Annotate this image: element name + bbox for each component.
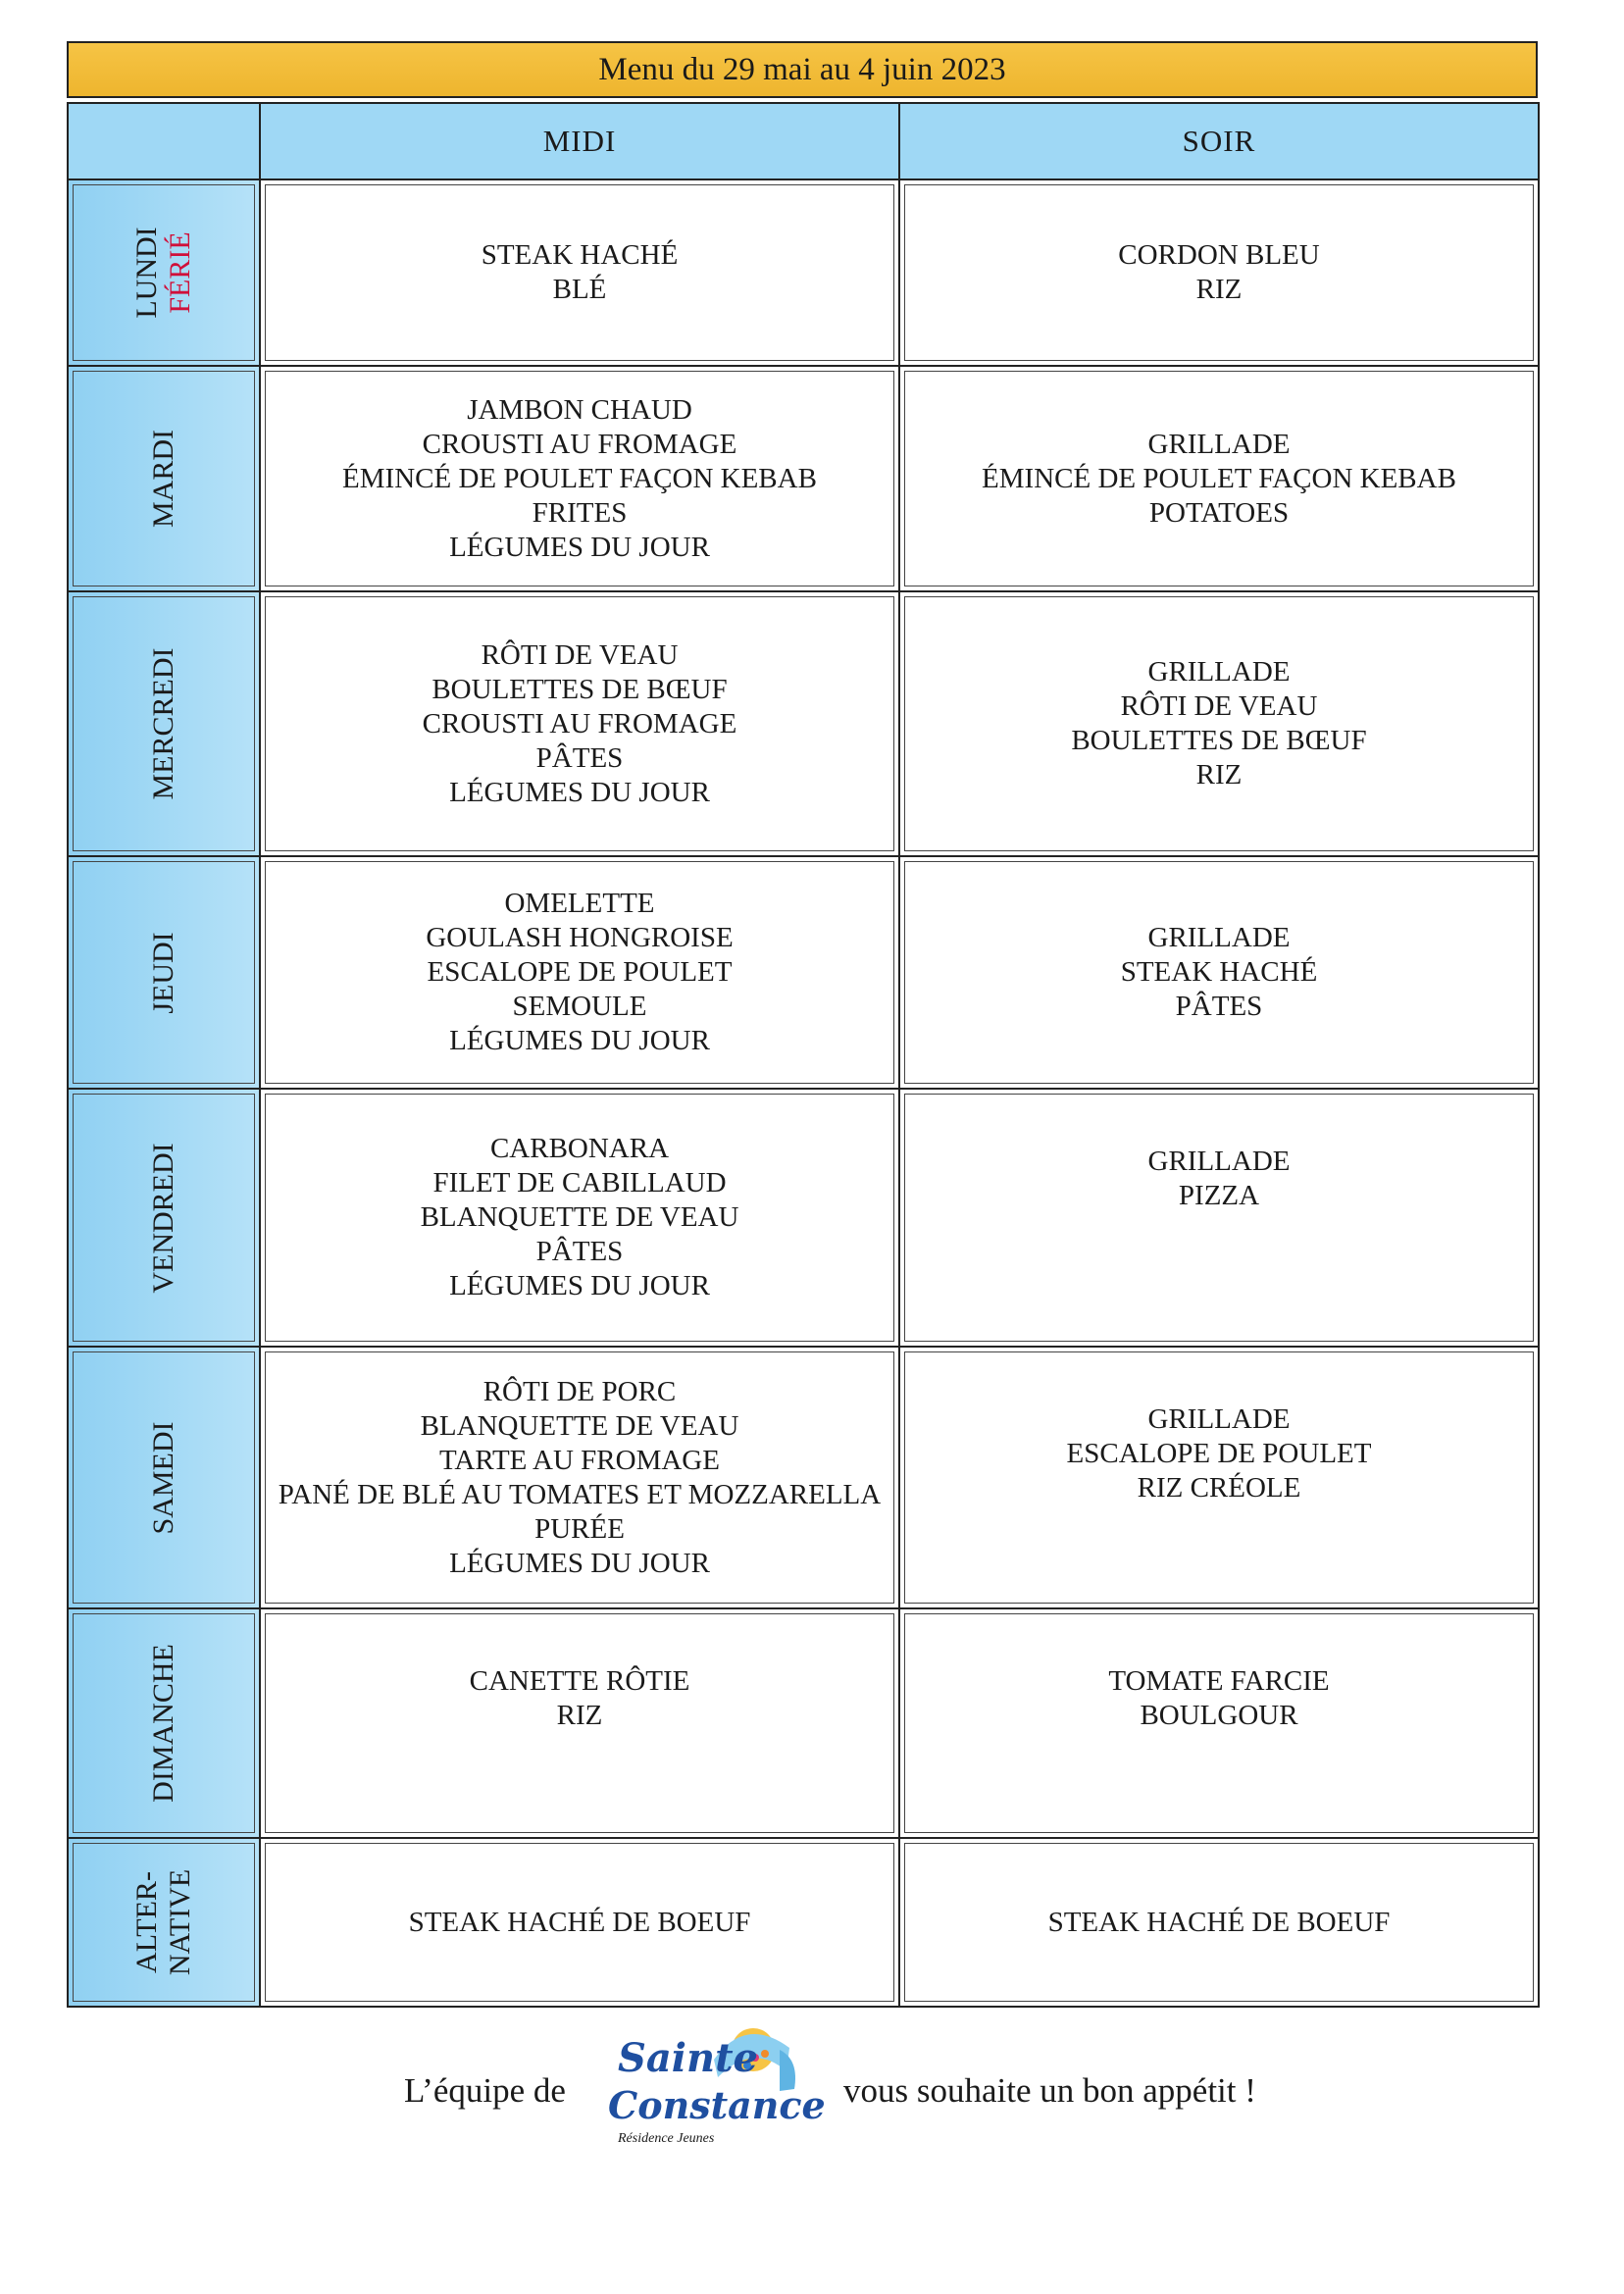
menu-rows bbox=[68, 179, 1539, 2007]
dish: RÔTI DE PORC bbox=[482, 1375, 677, 1407]
midi-cell bbox=[260, 366, 899, 591]
day-name: JEUDI bbox=[147, 931, 179, 1014]
day-name: ALTER- bbox=[130, 1871, 163, 1973]
dish: RÔTI DE VEAU bbox=[481, 638, 679, 671]
day-label-cell bbox=[68, 1347, 260, 1608]
midi-cell bbox=[260, 179, 899, 366]
dish: OMELETTE bbox=[504, 888, 655, 919]
dish: STEAK HACHÉ bbox=[1120, 956, 1318, 988]
dish: GRILLADE bbox=[1147, 1146, 1291, 1177]
day-row bbox=[68, 1608, 1539, 1838]
soir-cell bbox=[899, 1347, 1539, 1608]
dish: ÉMINCÉ DE POULET FAÇON KEBAB bbox=[982, 462, 1456, 494]
menu-table bbox=[67, 102, 1540, 2008]
day-label-cell bbox=[68, 1608, 260, 1838]
midi-cell bbox=[260, 1608, 899, 1838]
dish: LÉGUMES DU JOUR bbox=[449, 531, 710, 563]
day-label-cell bbox=[68, 591, 260, 856]
dish: BOULETTES DE BŒUF bbox=[1071, 725, 1367, 756]
footer bbox=[0, 2020, 1624, 2167]
logo-line-sainte: Sainte bbox=[618, 2035, 759, 2081]
dish: PÂTES bbox=[535, 741, 624, 774]
day-label-cell bbox=[68, 856, 260, 1089]
soir-cell bbox=[899, 856, 1539, 1089]
soir-cell bbox=[899, 1089, 1539, 1347]
menu-title: Menu du 29 mai au 4 juin 2023 bbox=[67, 41, 1538, 98]
dish: LÉGUMES DU JOUR bbox=[449, 1025, 710, 1056]
day-name: SAMEDI bbox=[147, 1420, 179, 1535]
day-label bbox=[147, 430, 180, 528]
dish: RIZ bbox=[556, 1700, 603, 1731]
midi-cell bbox=[260, 591, 899, 856]
dish: PURÉE bbox=[534, 1512, 625, 1545]
day-name: MARDI bbox=[147, 429, 179, 529]
dish: SEMOULE bbox=[512, 991, 647, 1022]
dish: CANETTE RÔTIE bbox=[469, 1665, 690, 1697]
dish: RÔTI DE VEAU bbox=[1120, 690, 1318, 722]
day-label-cell bbox=[68, 179, 260, 366]
dish: CARBONARA bbox=[489, 1133, 670, 1164]
soir-cell bbox=[899, 179, 1539, 366]
dish: GRILLADE bbox=[1147, 428, 1291, 460]
day-name: LUNDI bbox=[130, 227, 163, 319]
dish: RIZ CRÉOLE bbox=[1137, 1472, 1301, 1504]
dish: CROUSTI AU FROMAGE bbox=[422, 707, 737, 739]
day-row bbox=[68, 1838, 1539, 2007]
dish: STEAK HACHÉ DE BOEUF bbox=[1047, 1906, 1391, 1938]
dish: BLANQUETTE DE VEAU bbox=[420, 1409, 739, 1442]
dish: ÉMINCÉ DE POULET FAÇON KEBAB bbox=[342, 462, 817, 494]
day-row bbox=[68, 1089, 1539, 1347]
midi-cell bbox=[260, 856, 899, 1089]
day-row bbox=[68, 1347, 1539, 1608]
day-label-cell bbox=[68, 1089, 260, 1347]
sainte-constance-logo bbox=[598, 2020, 834, 2167]
logo-line-constance: Constance bbox=[608, 2083, 826, 2127]
dish: TOMATE FARCIE bbox=[1108, 1665, 1330, 1697]
day-label bbox=[147, 1644, 180, 1803]
logo-tagline: Résidence Jeunes bbox=[618, 2131, 715, 2146]
header-row bbox=[68, 103, 1539, 179]
dish: PÂTES bbox=[1175, 991, 1263, 1022]
day-label-cell bbox=[68, 366, 260, 591]
dish: GRILLADE bbox=[1147, 656, 1291, 688]
day-row bbox=[68, 856, 1539, 1089]
day-row bbox=[68, 591, 1539, 856]
day-label bbox=[147, 932, 180, 1013]
dish: POTATOES bbox=[1148, 496, 1290, 529]
dish: RIZ bbox=[1195, 759, 1243, 790]
dish: LÉGUMES DU JOUR bbox=[449, 776, 710, 808]
header-corner bbox=[68, 103, 260, 179]
soir-cell bbox=[899, 1608, 1539, 1838]
dish: BLÉ bbox=[552, 274, 607, 305]
day-label-cell bbox=[68, 1838, 260, 2007]
day-label bbox=[147, 1143, 180, 1293]
day-name: MERCREDI bbox=[147, 647, 179, 800]
midi-cell bbox=[260, 1347, 899, 1608]
day-label bbox=[130, 227, 197, 318]
dish: PÂTES bbox=[535, 1236, 624, 1267]
soir-cell bbox=[899, 1838, 1539, 2007]
footer-text-after: vous souhaite un bon appétit ! bbox=[843, 2071, 1256, 2110]
dish: PIZZA bbox=[1178, 1180, 1260, 1211]
dish: GOULASH HONGROISE bbox=[426, 922, 734, 953]
dish: GRILLADE bbox=[1147, 922, 1291, 953]
dish: CORDON BLEU bbox=[1118, 239, 1320, 271]
menu-sheet bbox=[67, 41, 1538, 2008]
dish: BOULGOUR bbox=[1140, 1700, 1298, 1731]
dish: TARTE AU FROMAGE bbox=[439, 1444, 720, 1476]
header-midi: MIDI bbox=[260, 103, 899, 179]
dish: BLANQUETTE DE VEAU bbox=[420, 1201, 739, 1233]
midi-cell bbox=[260, 1838, 899, 2007]
dish: GRILLADE bbox=[1147, 1403, 1291, 1435]
dish: JAMBON CHAUD bbox=[467, 393, 692, 426]
dish: RIZ bbox=[1195, 274, 1243, 305]
midi-cell bbox=[260, 1089, 899, 1347]
day-name: VENDREDI bbox=[147, 1142, 179, 1294]
soir-cell bbox=[899, 366, 1539, 591]
dish: LÉGUMES DU JOUR bbox=[449, 1547, 710, 1579]
dish: STEAK HACHÉ bbox=[481, 239, 679, 271]
day-row bbox=[68, 179, 1539, 366]
dish: ESCALOPE DE POULET bbox=[427, 956, 733, 988]
dish: FRITES bbox=[532, 496, 628, 529]
day-holiday-note: FÉRIÉ bbox=[164, 231, 196, 314]
dish: BOULETTES DE BŒUF bbox=[431, 673, 728, 705]
day-name: DIMANCHE bbox=[147, 1644, 179, 1803]
day-label bbox=[147, 647, 180, 799]
day-label bbox=[130, 1869, 197, 1975]
dish: PANÉ DE BLÉ AU TOMATES ET MOZZARELLA bbox=[278, 1478, 882, 1510]
dish: STEAK HACHÉ DE BOEUF bbox=[408, 1906, 751, 1938]
dish: ESCALOPE DE POULET bbox=[1066, 1438, 1372, 1469]
dish: CROUSTI AU FROMAGE bbox=[422, 428, 737, 460]
soir-cell bbox=[899, 591, 1539, 856]
header-soir: SOIR bbox=[899, 103, 1539, 179]
day-label bbox=[147, 1421, 180, 1534]
day-row bbox=[68, 366, 1539, 591]
footer-text-before: L’équipe de bbox=[404, 2071, 566, 2110]
dish: FILET DE CABILLAUD bbox=[432, 1167, 727, 1198]
dish: LÉGUMES DU JOUR bbox=[449, 1270, 710, 1301]
day-name-suffix: NATIVE bbox=[164, 1868, 196, 1976]
